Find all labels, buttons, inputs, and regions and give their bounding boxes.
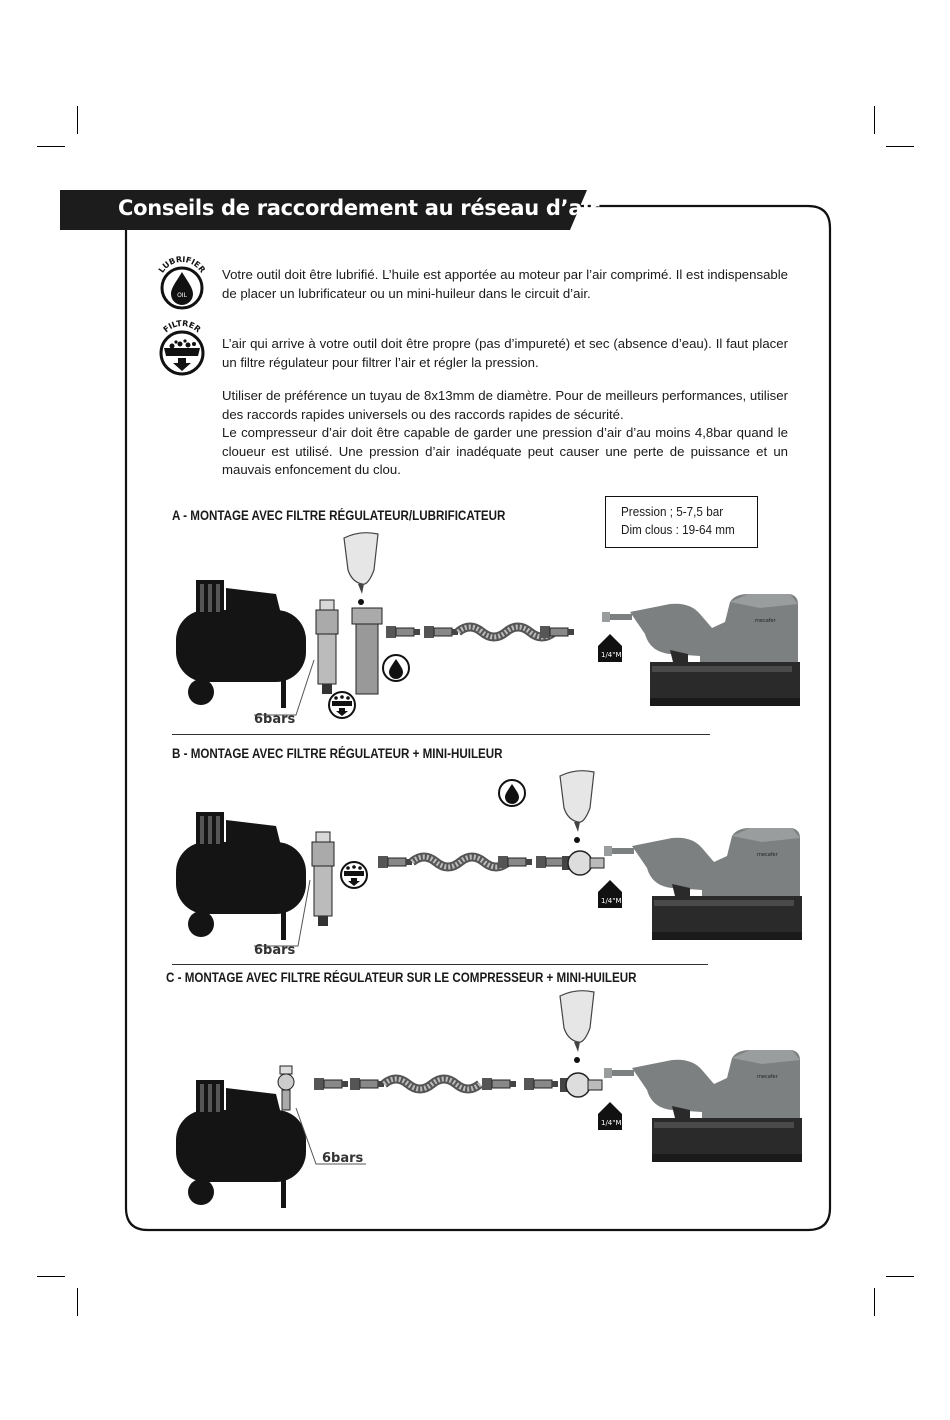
pressure-spec: Pression ; 5-7,5 bar (621, 504, 724, 519)
pressure-label-c: 6bars (322, 1151, 364, 1166)
connection-diagrams: mecafer 1/4"M 6bars 1/4"M 6bars 1/4"M 6bars (0, 0, 950, 1420)
lubrifier-icon-label: LUBRIFIER (156, 254, 208, 275)
filtrer-icon-label: FILTRER (161, 318, 203, 335)
diagram-b (176, 771, 802, 958)
filtration-text: L’air qui arrive à votre outil doit être propre (pas d’impureté) et sec (absence d’eau). Il faut placer un filtre régulateur pour filtrer l’air et régler la pression. (222, 336, 788, 370)
section-c-title: C - MONTAGE AVEC FILTRE RÉGULATEUR SUR LE COMPRESSEUR + MINI-HUILEUR (166, 970, 637, 985)
lubrication-text: Votre outil doit être lubrifié. L’huile est apportée au moteur par l’air comprimé. Il est indispensable de placer un lubrificateur ou un mini-huileur dans le circuit d’air. (222, 267, 788, 301)
pressure-label-a: 6bars (254, 712, 296, 727)
page-title: Conseils de raccordement au réseau d’air (118, 196, 600, 220)
compressor-text: Le compresseur d’air doit être capable de garder une pression d’air d’au moins 4,8bar quand le cloueur est utilisé. Une pression d’air inadéquate peut causer une perte de puissance et un mauvais enfoncement du clou. (222, 425, 788, 478)
fitting-label-c: 1/4"M (601, 1119, 622, 1127)
section-a-title: A - MONTAGE AVEC FILTRE RÉGULATEUR/LUBRIFICATEUR (172, 508, 506, 523)
hose-text: Utiliser de préférence un tuyau de 8x13mm de diamètre. Pour de meilleurs performances, utiliser des raccords rapides universels ou des raccords rapides de sécurité. (222, 388, 788, 422)
oil-icon-label: OIL (177, 292, 187, 299)
fitting-label-b: 1/4"M (601, 897, 622, 905)
nail-size-spec: Dim clous : 19-64 mm (621, 522, 735, 537)
pressure-label-b: 6bars (254, 943, 296, 958)
diagram-a (176, 533, 800, 727)
section-b-title: B - MONTAGE AVEC FILTRE RÉGULATEUR + MINI-HUILEUR (172, 746, 503, 761)
diagram-c (176, 991, 802, 1208)
fitting-label-a: 1/4"M (601, 651, 622, 659)
